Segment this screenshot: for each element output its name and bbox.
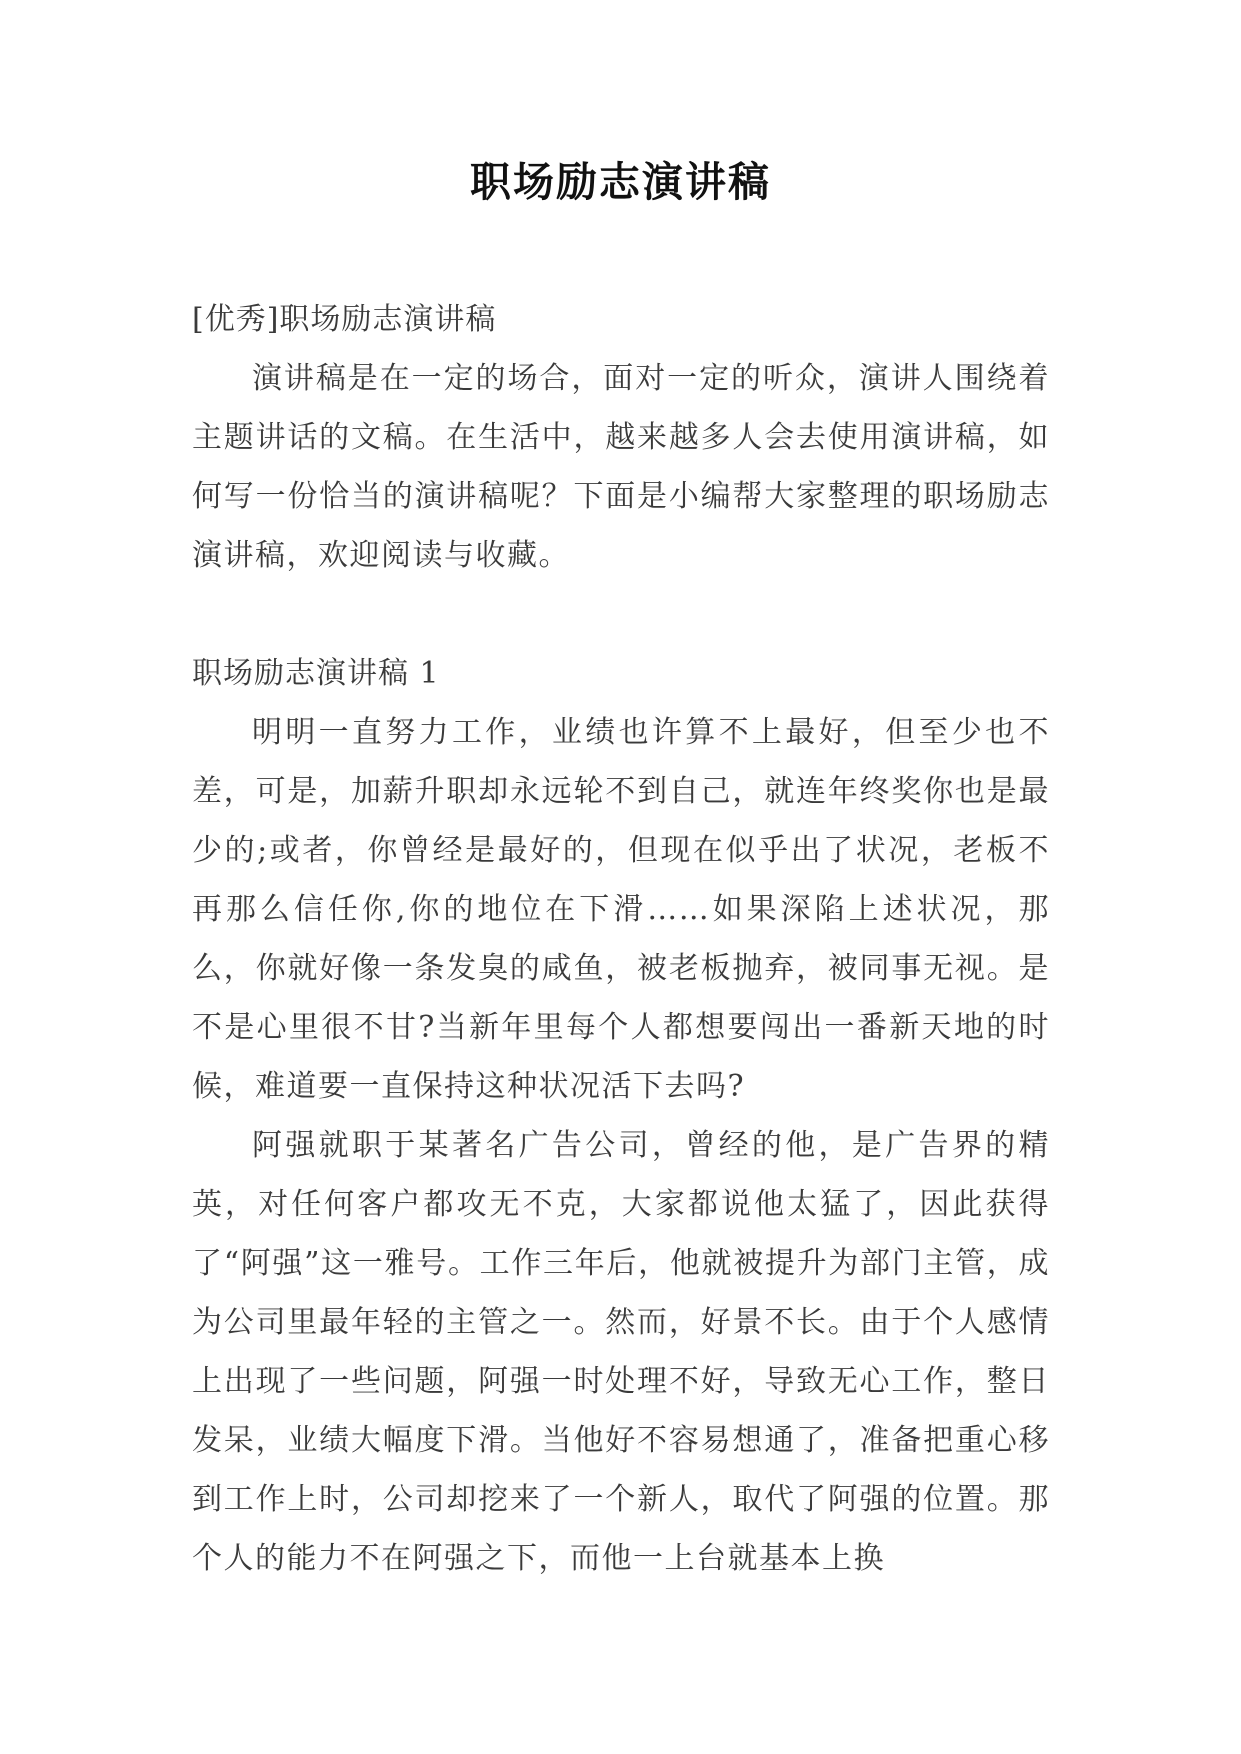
document-subtitle: [优秀]职场励志演讲稿 bbox=[192, 302, 497, 337]
intro-paragraph: 演讲稿是在一定的场合，面对一定的听众，演讲人围绕着主题讲话的文稿。在生活中，越来越多人会去使用演讲稿，如何写一份恰当的演讲稿呢？下面是小编帮大家整理的职场励志演讲稿，欢迎阅读与收藏。 bbox=[192, 361, 1050, 573]
section-spacer bbox=[192, 585, 1050, 644]
document-body bbox=[192, 290, 1050, 1588]
document-title: 职场励志演讲稿 bbox=[470, 158, 771, 206]
section-heading: 职场励志演讲稿 1 bbox=[192, 656, 440, 691]
body-paragraph: 明明一直努力工作，业绩也许算不上最好，但至少也不差，可是，加薪升职却永远轮不到自己，就连年终奖你也是最少的;或者，你曾经是最好的，但现在似乎出了状况，老板不再那么信任你,你的地位在下滑……如果深陷上述状况，那么，你就好像一条发臭的咸鱼，被老板抛弃，被同事无视。是不是心里很不甘?当新年里每个人都想要闯出一番新天地的时候，难道要一直保持这种状况活下去吗? bbox=[192, 715, 1050, 1104]
body-paragraph: 阿强就职于某著名广告公司，曾经的他，是广告界的精英，对任何客户都攻无不克，大家都说他太猛了，因此获得了“阿强”这一雅号。工作三年后，他就被提升为部门主管，成为公司里最年轻的主管之一。然而，好景不长。由于个人感情上出现了一些问题，阿强一时处理不好，导致无心工作，整日发呆，业绩大幅度下滑。当他好不容易想通了，准备把重心移到工作上时，公司却挖来了一个新人，取代了阿强的位置。那个人的能力不在阿强之下，而他一上台就基本上换 bbox=[192, 1128, 1050, 1576]
